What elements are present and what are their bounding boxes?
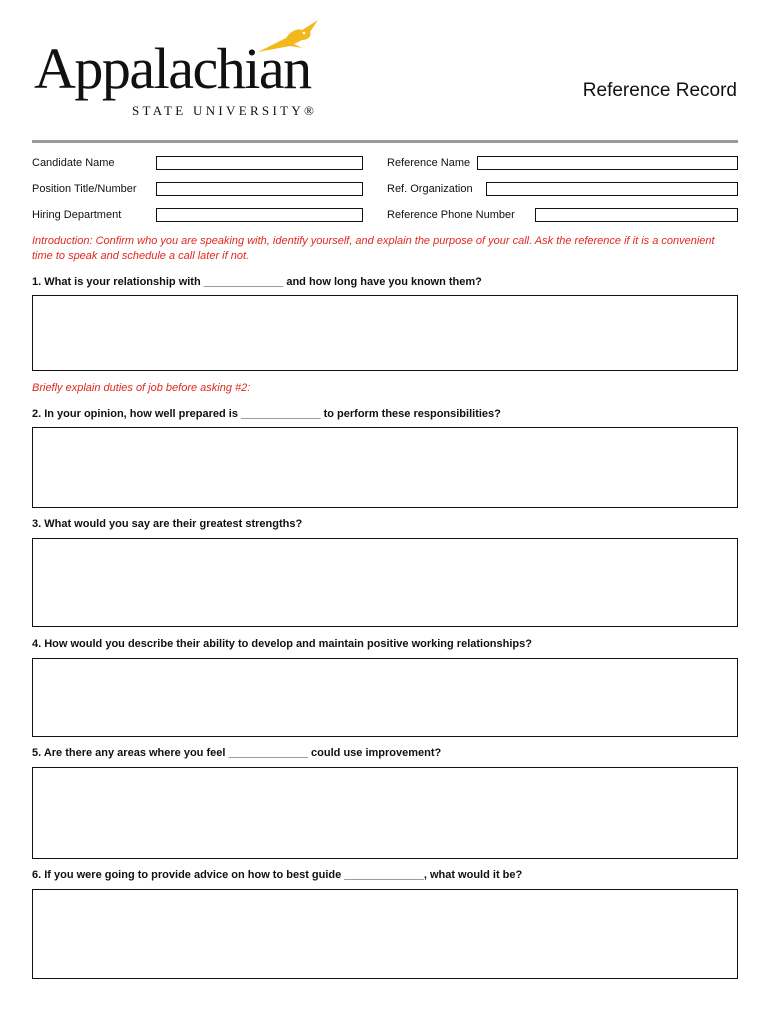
university-logo xyxy=(34,18,354,118)
hiring-department-input[interactable] xyxy=(156,208,363,222)
logo-wordmark: Appalachian xyxy=(34,36,311,101)
question-6: 6. If you were going to provide advice on how to best guide _____________, what would it be? xyxy=(32,869,523,881)
reference-name-label: Reference Name xyxy=(387,157,471,169)
reference-phone-label: Reference Phone Number xyxy=(387,209,515,221)
header-divider xyxy=(32,140,738,143)
introduction-text: Introduction: Confirm who you are speaking with, identify yourself, and explain the purpose of your call. Ask the reference if it is a convenient time to speak and schedule a call later if not. xyxy=(32,235,715,262)
answer-6-box[interactable] xyxy=(32,889,738,979)
candidate-name-label: Candidate Name xyxy=(32,157,115,169)
ref-organization-input[interactable] xyxy=(486,182,738,196)
question-5: 5. Are there any areas where you feel _____________ could use improvement? xyxy=(32,747,442,759)
answer-5-box[interactable] xyxy=(32,767,738,859)
question-4: 4. How would you describe their ability to develop and maintain positive working relationships? xyxy=(32,638,532,650)
question-2: 2. In your opinion, how well prepared is _____________ to perform these responsibilities? xyxy=(32,408,501,420)
duties-note: Briefly explain duties of job before asking #2: xyxy=(32,382,251,394)
reference-phone-input[interactable] xyxy=(535,208,738,222)
reference-name-input[interactable] xyxy=(477,156,738,170)
answer-3-box[interactable] xyxy=(32,538,738,627)
answer-1-box[interactable] xyxy=(32,295,738,371)
question-3: 3. What would you say are their greatest strengths? xyxy=(32,518,303,530)
ref-organization-label: Ref. Organization xyxy=(387,183,473,195)
answer-4-box[interactable] xyxy=(32,658,738,737)
position-title-label: Position Title/Number xyxy=(32,183,137,195)
page-title: Reference Record xyxy=(582,80,737,101)
answer-2-box[interactable] xyxy=(32,427,738,508)
candidate-name-input[interactable] xyxy=(156,156,363,170)
question-1: 1. What is your relationship with _____________ and how long have you known them? xyxy=(32,276,482,288)
logo-subtitle: STATE UNIVERSITY® xyxy=(132,103,318,118)
hiring-department-label: Hiring Department xyxy=(32,209,122,221)
position-title-input[interactable] xyxy=(156,182,363,196)
